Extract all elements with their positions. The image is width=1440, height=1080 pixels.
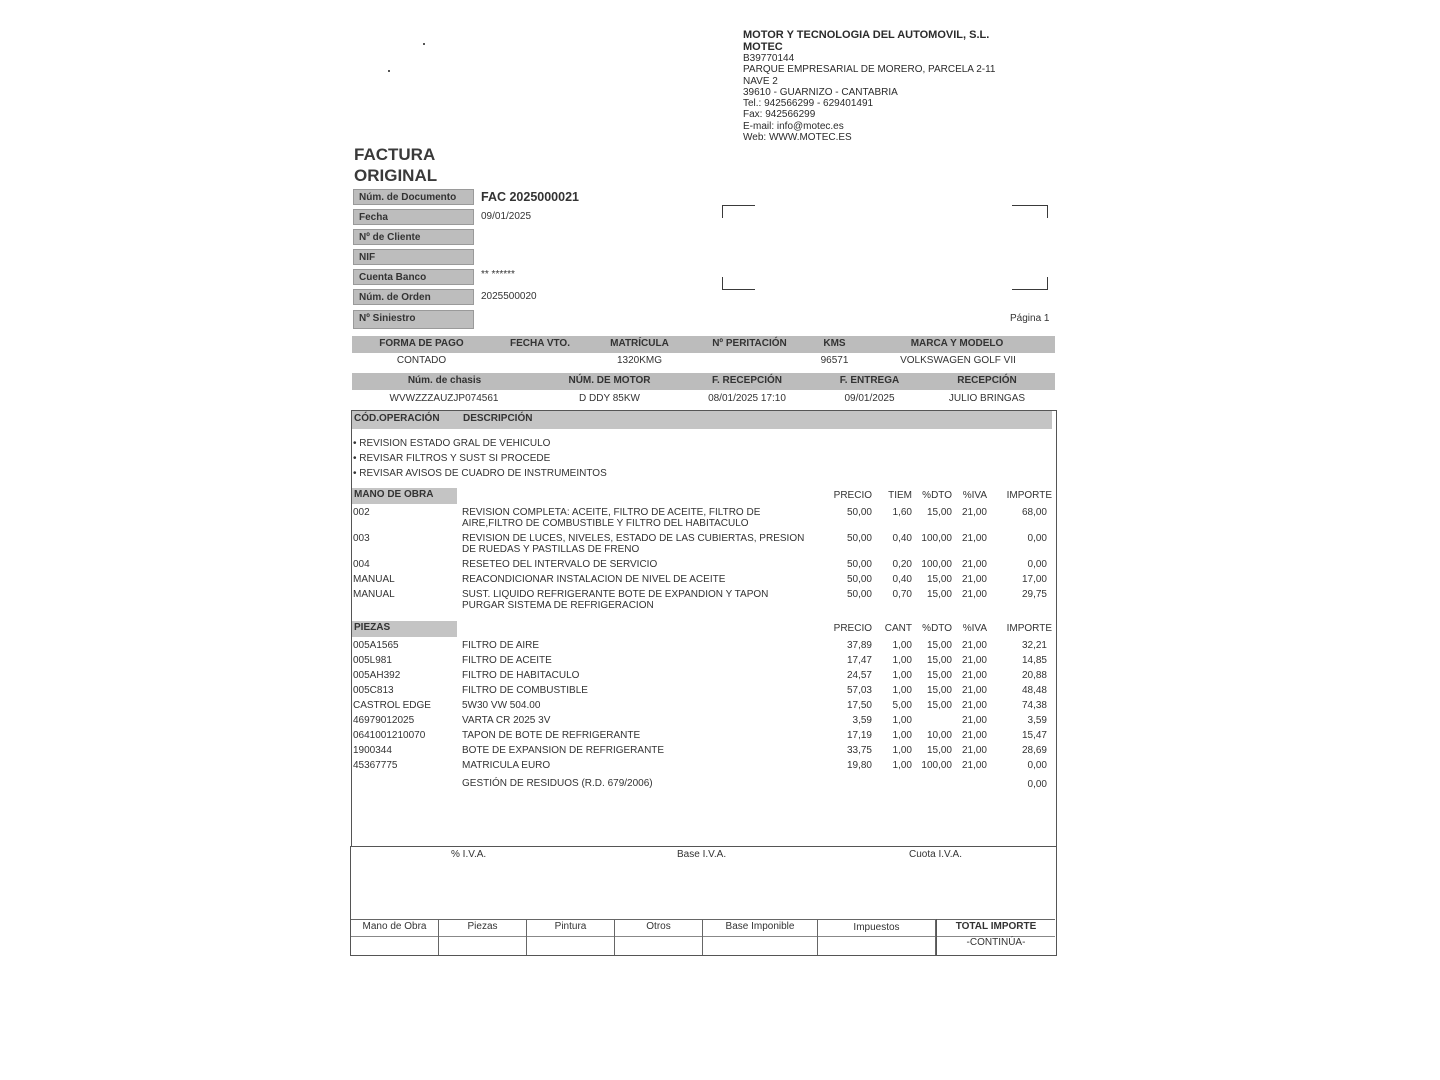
header-num-motor: NÚM. DE MOTOR xyxy=(568,375,651,386)
page-number: Página 1 xyxy=(1010,313,1050,324)
parts-cell-imp: 3,59 xyxy=(1027,715,1047,726)
labor-col-dto: %DTO xyxy=(922,490,952,501)
total-impuestos-label: Impuestos xyxy=(853,922,900,933)
labor-cell-iva: 21,00 xyxy=(961,507,987,518)
header-num-chasis: Núm. de chasis xyxy=(407,375,482,386)
total-otros xyxy=(615,919,703,955)
total-piezas-label: Piezas xyxy=(467,921,498,932)
label-nif: NIF xyxy=(353,249,474,265)
total-mano-obra xyxy=(351,919,439,955)
company-name: MOTOR Y TECNOLOGIA DEL AUTOMOVIL, S.L. xyxy=(743,29,990,41)
parts-cell-precio: 17,47 xyxy=(846,655,872,666)
company-address-2: NAVE 2 xyxy=(743,75,778,87)
labor-cell-desc2: DE RUEDAS Y PASTILLAS DE FRENO xyxy=(462,544,640,555)
total-piezas xyxy=(439,919,527,955)
labor-cell-desc2: AIRE,FILTRO DE COMBUSTIBLE Y FILTRO DEL HABITACULO xyxy=(462,518,749,529)
parts-cell-code: 1900344 xyxy=(353,745,392,756)
labor-cell-code: MANUAL xyxy=(353,589,395,600)
parts-cell-iva: 21,00 xyxy=(961,745,987,756)
value-cuenta-banco: ** ****** xyxy=(481,269,515,280)
labor-cell-precio: 50,00 xyxy=(846,589,872,600)
parts-col-iva: %IVA xyxy=(962,623,987,634)
value-num-documento: FAC 2025000021 xyxy=(481,190,579,204)
col-base-iva: Base I.V.A. xyxy=(677,849,727,860)
title-factura: FACTURA xyxy=(354,145,436,164)
company-address-1: PARQUE EMPRESARIAL DE MORERO, PARCELA 2-11 xyxy=(743,64,996,76)
labor-cell-imp: 0,00 xyxy=(1027,533,1047,544)
labor-cell-q: 0,40 xyxy=(892,533,912,544)
labor-col-iva: %IVA xyxy=(962,490,987,501)
vehicle-header-band xyxy=(352,336,1055,353)
address-window-corner xyxy=(1012,277,1048,290)
company-web: Web: WWW.MOTEC.ES xyxy=(743,132,852,144)
parts-cell-iva: 21,00 xyxy=(961,670,987,681)
labor-cell-code: MANUAL xyxy=(353,574,395,585)
labor-cell-desc: REVISION DE LUCES, NIVELES, ESTADO DE LAS CUBIERTAS, PRESION xyxy=(462,533,805,544)
parts-cell-code: 45367775 xyxy=(353,760,398,771)
document-title xyxy=(354,144,437,186)
parts-cell-code: 46979012025 xyxy=(353,715,415,726)
parts-cell-code: 0641001210070 xyxy=(353,730,426,741)
parts-cell-desc: TAPON DE BOTE DE REFRIGERANTE xyxy=(462,730,641,741)
total-base-imponible-label: Base Imponible xyxy=(725,921,795,932)
vehicle-values-row xyxy=(352,355,1055,371)
company-short-name: MOTEC xyxy=(743,41,783,53)
parts-cell-precio: 17,19 xyxy=(846,730,872,741)
parts-cell-imp: 20,88 xyxy=(1021,670,1047,681)
parts-cell-dto: 15,00 xyxy=(926,655,952,666)
header-f-entrega: F. ENTREGA xyxy=(839,375,900,386)
reception-header-band xyxy=(352,373,1055,390)
col-cuota-iva: Cuota I.V.A. xyxy=(909,849,962,860)
parts-cell-iva: 21,00 xyxy=(961,760,987,771)
total-base-imponible xyxy=(703,919,818,955)
labor-cell-q: 0,70 xyxy=(892,589,912,600)
labor-col-precio: PRECIO xyxy=(833,490,872,501)
parts-cell-iva: 21,00 xyxy=(961,685,987,696)
parts-section-title: PIEZAS xyxy=(352,621,457,637)
value-matricula: 1320KMG xyxy=(616,355,663,366)
parts-cell-precio: 33,75 xyxy=(846,745,872,756)
totals-box xyxy=(350,846,1057,956)
value-num-orden: 2025500020 xyxy=(481,291,537,302)
header-f-recepcion: F. RECEPCIÓN xyxy=(711,375,782,386)
parts-cell-desc: FILTRO DE HABITACULO xyxy=(462,670,580,681)
parts-cell-desc: BOTE DE EXPANSION DE REFRIGERANTE xyxy=(462,745,665,756)
bullet-item: • REVISAR AVISOS DE CUADRO DE INSTRUMEINTOS xyxy=(353,468,607,479)
parts-cell-precio: 3,59 xyxy=(852,715,872,726)
header-forma-pago: FORMA DE PAGO xyxy=(379,338,464,349)
parts-col-dto: %DTO xyxy=(922,623,952,634)
parts-cell-desc: 5W30 VW 504.00 xyxy=(462,700,541,711)
operations-box xyxy=(351,410,1057,846)
parts-cell-desc: FILTRO DE AIRE xyxy=(462,640,540,651)
parts-cell-dto: 15,00 xyxy=(926,700,952,711)
operations-header xyxy=(352,411,1052,429)
parts-cell-precio: 37,89 xyxy=(846,640,872,651)
bullet-text: REVISAR FILTROS Y SUST SI PROCEDE xyxy=(359,453,551,464)
parts-cell-dto: 15,00 xyxy=(926,640,952,651)
header-num-peritacion: Nº PERITACIÓN xyxy=(712,338,787,349)
parts-cell-dto: 10,00 xyxy=(926,730,952,741)
parts-cell-code: 005L981 xyxy=(353,655,392,666)
parts-cell-desc: FILTRO DE COMBUSTIBLE xyxy=(462,685,588,696)
labor-cell-precio: 50,00 xyxy=(846,574,872,585)
labor-cell-imp: 29,75 xyxy=(1021,589,1047,600)
total-impuestos xyxy=(818,919,936,955)
company-city: 39610 - GUARNIZO - CANTABRIA xyxy=(743,86,898,98)
col-cod-operacion: CÓD.OPERACIÓN xyxy=(354,413,440,424)
parts-cell-imp: 48,48 xyxy=(1021,685,1047,696)
value-f-recepcion: 08/01/2025 17:10 xyxy=(708,393,786,404)
labor-cell-iva: 21,00 xyxy=(961,533,987,544)
value-num-chasis: WVWZZZAUZJP074561 xyxy=(389,393,499,404)
waste-management-desc: GESTIÓN DE RESIDUOS (R.D. 679/2006) xyxy=(462,778,653,789)
parts-cell-dto: 100,00 xyxy=(921,760,952,771)
scan-speck xyxy=(423,43,425,45)
labor-cell-iva: 21,00 xyxy=(961,589,987,600)
col-descripcion: DESCRIPCIÓN xyxy=(463,413,533,424)
parts-cell-q: 1,00 xyxy=(892,730,912,741)
label-fecha: Fecha xyxy=(353,209,474,225)
labor-cell-dto: 100,00 xyxy=(921,533,952,544)
labor-cell-desc: REACONDICIONAR INSTALACION DE NIVEL DE ACEITE xyxy=(462,574,726,585)
company-cif: B39770144 xyxy=(743,53,795,64)
label-num-orden: Núm. de Orden xyxy=(353,289,474,305)
parts-col-precio: PRECIO xyxy=(833,623,872,634)
parts-cell-precio: 57,03 xyxy=(846,685,872,696)
total-importe-label: TOTAL IMPORTE xyxy=(955,921,1037,932)
scan-speck xyxy=(388,70,390,72)
header-marca-modelo: MARCA Y MODELO xyxy=(910,338,1004,349)
value-forma-pago: CONTADO xyxy=(396,355,447,366)
total-pintura xyxy=(527,919,615,955)
title-original: ORIGINAL xyxy=(354,166,438,185)
parts-cell-iva: 21,00 xyxy=(961,655,987,666)
bullet-item: • REVISION ESTADO GRAL DE VEHICULO xyxy=(353,438,551,449)
parts-cell-desc: FILTRO DE ACEITE xyxy=(462,655,552,666)
labor-cell-iva: 21,00 xyxy=(961,559,987,570)
parts-cell-code: 005A1565 xyxy=(353,640,399,651)
labor-cell-dto: 15,00 xyxy=(926,574,952,585)
parts-cell-dto: 15,00 xyxy=(926,670,952,681)
address-window-corner xyxy=(722,277,755,290)
labor-cell-dto: 15,00 xyxy=(926,507,952,518)
parts-col-importe: IMPORTE xyxy=(1006,623,1052,634)
parts-cell-dto: 15,00 xyxy=(926,745,952,756)
labor-cell-imp: 0,00 xyxy=(1027,559,1047,570)
labor-cell-precio: 50,00 xyxy=(846,533,872,544)
labor-cell-q: 0,40 xyxy=(892,574,912,585)
parts-cell-precio: 17,50 xyxy=(846,700,872,711)
parts-cell-dto: 15,00 xyxy=(926,685,952,696)
company-phone: Tel.: 942566299 - 629401491 xyxy=(743,98,874,110)
value-fecha: 09/01/2025 xyxy=(481,211,532,222)
parts-col-cant: CANT xyxy=(884,623,912,634)
value-num-motor: D DDY 85KW xyxy=(579,393,640,404)
labor-cell-dto: 100,00 xyxy=(921,559,952,570)
labor-cell-imp: 17,00 xyxy=(1021,574,1047,585)
labor-cell-desc: REVISION COMPLETA: ACEITE, FILTRO DE ACEITE, FILTRO DE xyxy=(462,507,761,518)
labor-cell-code: 002 xyxy=(353,507,370,518)
parts-cell-q: 5,00 xyxy=(892,700,912,711)
reception-values-row xyxy=(352,393,1055,409)
parts-cell-code: 005C813 xyxy=(353,685,394,696)
labor-col-tiem: TIEM xyxy=(888,490,912,501)
header-recepcion: RECEPCIÓN xyxy=(957,375,1017,386)
parts-cell-q: 1,00 xyxy=(892,760,912,771)
company-fax: Fax: 942566299 xyxy=(743,109,816,121)
parts-cell-imp: 32,21 xyxy=(1021,640,1047,651)
waste-management-importe: 0,00 xyxy=(1027,779,1047,790)
value-marca-modelo: VOLKSWAGEN GOLF VII xyxy=(900,355,1016,366)
value-recepcion: JULIO BRINGAS xyxy=(948,393,1026,404)
company-email: E-mail: info@motec.es xyxy=(743,120,844,132)
header-fecha-vto: FECHA VTO. xyxy=(509,338,570,349)
labor-cell-precio: 50,00 xyxy=(846,559,872,570)
parts-cell-imp: 15,47 xyxy=(1021,730,1047,741)
parts-cell-code: 005AH392 xyxy=(353,670,401,681)
parts-cell-imp: 14,85 xyxy=(1021,655,1047,666)
parts-cell-q: 1,00 xyxy=(892,655,912,666)
parts-cell-imp: 0,00 xyxy=(1027,760,1047,771)
parts-cell-desc: VARTA CR 2025 3V xyxy=(462,715,551,726)
parts-cell-imp: 74,38 xyxy=(1021,700,1047,711)
header-kms: KMS xyxy=(823,338,846,349)
parts-cell-iva: 21,00 xyxy=(961,730,987,741)
parts-cell-desc: MATRICULA EURO xyxy=(462,760,551,771)
labor-cell-iva: 21,00 xyxy=(961,574,987,585)
col-pct-iva: % I.V.A. xyxy=(451,849,487,860)
total-importe-value: -CONTINÚA- xyxy=(966,937,1026,948)
label-cuenta-banco: Cuenta Banco xyxy=(353,269,474,285)
labor-cell-desc: RESETEO DEL INTERVALO DE SERVICIO xyxy=(462,559,658,570)
total-otros-label: Otros xyxy=(646,921,671,932)
parts-cell-iva: 21,00 xyxy=(961,700,987,711)
labor-cell-code: 003 xyxy=(353,533,370,544)
labor-section-title: MANO DE OBRA xyxy=(352,488,457,504)
labor-col-importe: IMPORTE xyxy=(1006,490,1052,501)
parts-cell-precio: 19,80 xyxy=(846,760,872,771)
labor-cell-precio: 50,00 xyxy=(846,507,872,518)
parts-cell-iva: 21,00 xyxy=(961,715,987,726)
labor-cell-code: 004 xyxy=(353,559,370,570)
parts-cell-iva: 21,00 xyxy=(961,640,987,651)
address-window-corner xyxy=(722,205,755,218)
label-num-siniestro: Nº Siniestro xyxy=(353,310,474,329)
parts-cell-code: CASTROL EDGE xyxy=(353,700,431,711)
labor-cell-desc2: PURGAR SISTEMA DE REFRIGERACION xyxy=(462,600,654,611)
value-f-entrega: 09/01/2025 xyxy=(844,393,895,404)
parts-cell-q: 1,00 xyxy=(892,640,912,651)
parts-cell-q: 1,00 xyxy=(892,745,912,756)
bullet-text: REVISION ESTADO GRAL DE VEHICULO xyxy=(359,438,551,449)
total-mano-obra-label: Mano de Obra xyxy=(362,921,427,932)
parts-cell-q: 1,00 xyxy=(892,685,912,696)
header-matricula: MATRÍCULA xyxy=(610,338,669,349)
labor-cell-q: 0,20 xyxy=(892,559,912,570)
label-num-cliente: Nº de Cliente xyxy=(353,229,474,245)
label-num-documento: Núm. de Documento xyxy=(353,189,474,205)
bullet-text: REVISAR AVISOS DE CUADRO DE INSTRUMEINTOS xyxy=(359,468,607,479)
value-kms: 96571 xyxy=(820,355,849,366)
labor-cell-dto: 15,00 xyxy=(926,589,952,600)
labor-cell-q: 1,60 xyxy=(892,507,912,518)
company-block xyxy=(743,29,995,143)
bullet-item: • REVISAR FILTROS Y SUST SI PROCEDE xyxy=(353,453,551,464)
labor-cell-desc: SUST. LIQUIDO REFRIGERANTE BOTE DE EXPANDION Y TAPON xyxy=(462,589,769,600)
total-pintura-label: Pintura xyxy=(554,921,587,932)
address-window-corner xyxy=(1012,205,1048,218)
parts-cell-precio: 24,57 xyxy=(846,670,872,681)
labor-cell-imp: 68,00 xyxy=(1021,507,1047,518)
parts-cell-q: 1,00 xyxy=(892,670,912,681)
parts-cell-q: 1,00 xyxy=(892,715,912,726)
parts-cell-imp: 28,69 xyxy=(1021,745,1047,756)
total-importe xyxy=(936,919,1055,955)
